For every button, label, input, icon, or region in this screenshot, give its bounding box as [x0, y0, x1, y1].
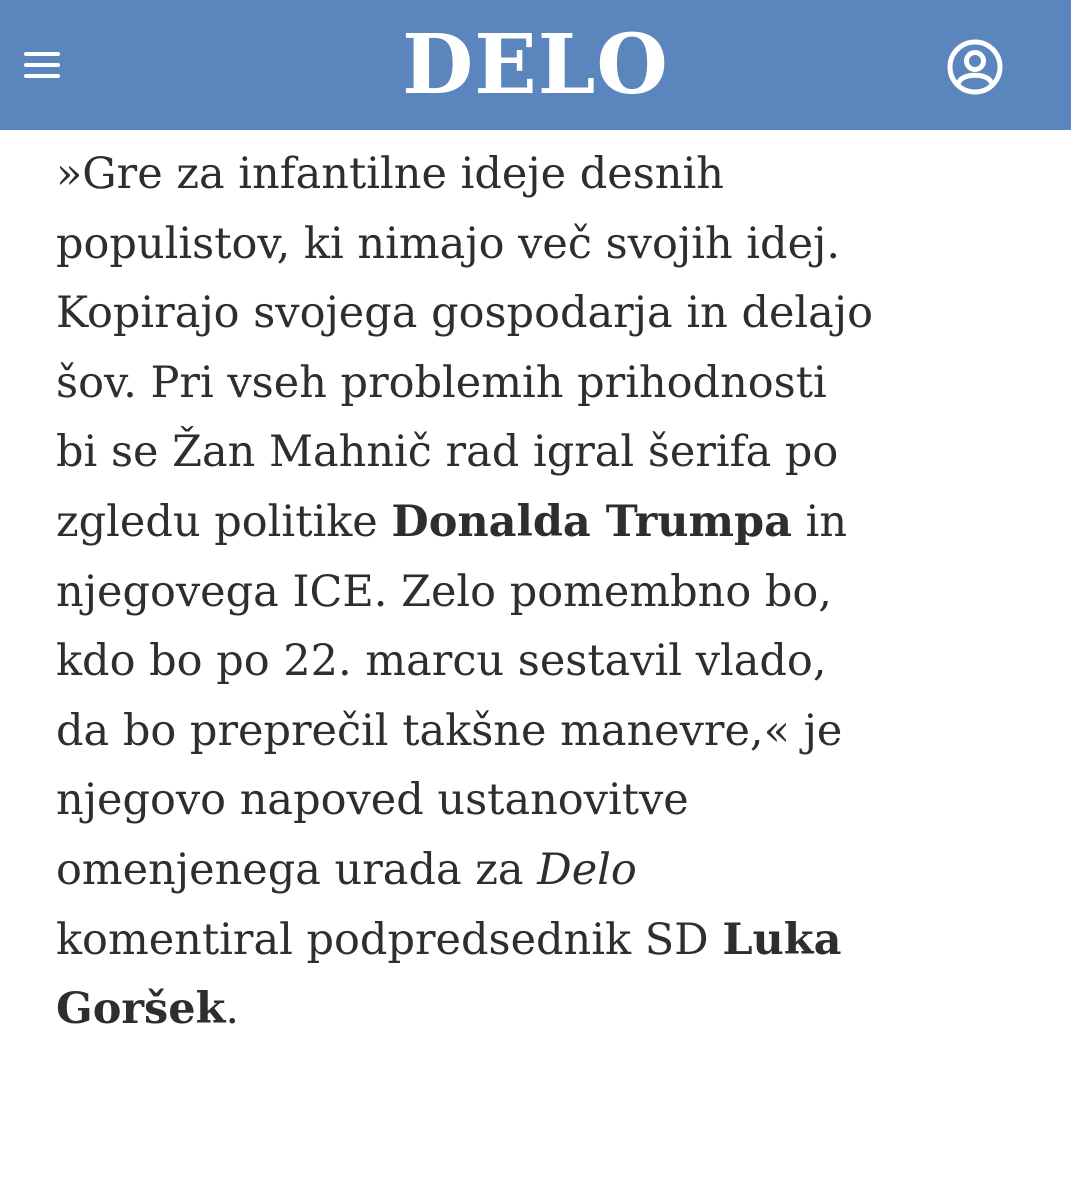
site-header — [0, 0, 1071, 130]
text-run: populistov, ki nimajo več svojih idej. — [56, 218, 841, 269]
user-account-icon[interactable] — [945, 37, 1005, 97]
text-run: šov. Pri vseh problemih prihodnosti — [56, 357, 827, 408]
bold-name: Donalda Trumpa — [391, 496, 792, 547]
text-run: komentiral podpredsednik SD — [56, 914, 723, 965]
bold-name: Goršek — [56, 984, 226, 1035]
text-run: njegovo napoved ustanovitve — [56, 775, 689, 826]
text-run: omenjenega urada za — [56, 844, 538, 895]
article-line — [56, 627, 1046, 697]
article-line — [56, 836, 1046, 906]
article-line — [56, 766, 1046, 836]
bold-name: Luka — [722, 914, 842, 965]
article-paragraph — [56, 140, 1046, 1045]
article-line — [56, 349, 1046, 419]
article-line — [56, 975, 1046, 1045]
text-run: in — [791, 496, 848, 547]
article-line — [56, 418, 1046, 488]
article-line — [56, 140, 1046, 210]
text-run: kdo bo po 22. marcu sestavil vlado, — [56, 636, 827, 687]
text-run: . — [225, 984, 240, 1035]
text-run: »Gre za infantilne ideje desnih — [56, 149, 724, 199]
article-body — [56, 140, 1046, 1045]
article-line — [56, 697, 1046, 767]
article-line — [56, 279, 1046, 349]
italic-publication-name: Delo — [537, 844, 637, 895]
text-run: zgledu politike — [56, 496, 392, 547]
site-logo[interactable]: DELO — [402, 17, 669, 113]
article-line — [56, 488, 1046, 558]
article-line — [56, 558, 1046, 628]
text-run: njegovega ICE. Zelo pomembno bo, — [56, 566, 832, 617]
article-line — [56, 210, 1046, 280]
text-run: Kopirajo svojega gospodarja in delajo — [56, 288, 874, 339]
text-run: bi se Žan Mahnič rad igral šerifa po — [56, 427, 839, 478]
article-line — [56, 906, 1046, 976]
text-run: da bo preprečil takšne manevre,« je — [56, 705, 843, 756]
